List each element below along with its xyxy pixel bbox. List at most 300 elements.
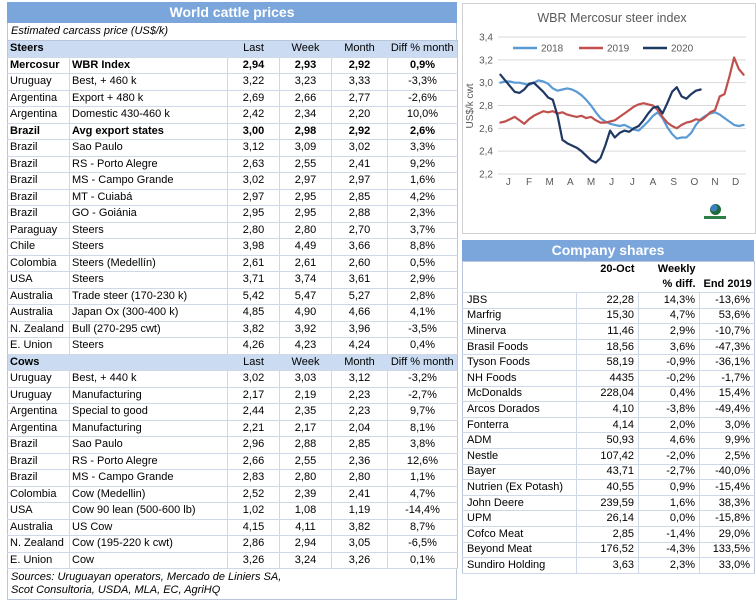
cell: End 2019: [700, 277, 755, 293]
cell: E. Union: [8, 552, 70, 569]
chart-title: WBR Mercosur steer index: [537, 11, 687, 25]
cell: MS - Campo Grande: [70, 470, 228, 487]
chart-canvas: [463, 4, 753, 231]
cell: -2,7%: [388, 387, 458, 404]
cell: 2,70: [332, 222, 388, 239]
company-shares-panel: [462, 240, 754, 574]
publisher-logo: [703, 204, 727, 219]
cell: 239,59: [577, 495, 639, 511]
table-row: [8, 222, 458, 239]
cell: 8,7%: [388, 519, 458, 536]
cell: -15,8%: [700, 511, 755, 527]
x-tick-label: M: [586, 177, 596, 188]
cell: Chile: [8, 239, 70, 256]
cell: 2,41: [332, 156, 388, 173]
legend-label-2020: 2020: [671, 43, 694, 55]
cell: Argentina: [8, 107, 70, 124]
cell: Brazil: [8, 189, 70, 206]
table-row: [8, 503, 458, 520]
cell: 12,6%: [388, 453, 458, 470]
table-row: [8, 404, 458, 421]
cell: Cow (195-220 k cwt): [70, 536, 228, 553]
shares-header-row: [463, 277, 755, 293]
cell: 10,0%: [388, 107, 458, 124]
cell: 2,3%: [639, 558, 700, 574]
cell: 11,46: [577, 324, 639, 340]
cell: 4,6%: [639, 433, 700, 449]
cell: 14,3%: [639, 293, 700, 309]
section-header-row: [8, 41, 458, 58]
cell: -3,3%: [388, 74, 458, 91]
sources-line: Scot Consultoria, USDA, MLA, EC, AgriHQ: [11, 584, 221, 596]
table-row: [8, 90, 458, 107]
cell: 2,61: [228, 255, 280, 272]
table-row: [8, 338, 458, 355]
y-tick-label: 2,4: [479, 146, 493, 158]
cell: 2,63: [228, 156, 280, 173]
cell: Colombia: [8, 486, 70, 503]
cell: 50,93: [577, 433, 639, 449]
cell: 3,03: [280, 371, 332, 388]
cell: Manufacturing: [70, 387, 228, 404]
cell: 107,42: [577, 448, 639, 464]
company-shares-table: [462, 261, 755, 574]
table-row: [463, 355, 755, 371]
globe-icon: [710, 204, 721, 215]
cell: 3,3%: [388, 140, 458, 157]
cell: Beyond Meat: [463, 542, 577, 558]
cell: 3,96: [332, 321, 388, 338]
table-row: [463, 417, 755, 433]
cell: Cow: [70, 552, 228, 569]
cell: -1,7%: [700, 370, 755, 386]
cell: 2,20: [332, 107, 388, 124]
table-row: [8, 272, 458, 289]
x-tick-label: A: [649, 177, 657, 188]
cell: 2,80: [280, 222, 332, 239]
cell: 2,69: [228, 90, 280, 107]
cell: Tyson Foods: [463, 355, 577, 371]
cell: Australia: [8, 288, 70, 305]
cell: -6,5%: [388, 536, 458, 553]
cell: 4,85: [228, 305, 280, 322]
cell: 2,60: [332, 255, 388, 272]
cell: 3,63: [577, 558, 639, 574]
table-row: [463, 558, 755, 574]
cell: Month: [332, 41, 388, 58]
cell: Week: [280, 41, 332, 58]
table-row: [463, 433, 755, 449]
cell: 3,6%: [639, 339, 700, 355]
cell: Argentina: [8, 90, 70, 107]
cell: 1,08: [280, 503, 332, 520]
cell: RS - Porto Alegre: [70, 453, 228, 470]
cell: -2,0%: [639, 448, 700, 464]
x-tick-label: J: [505, 177, 511, 188]
cell: Last: [228, 354, 280, 371]
table-row: [8, 321, 458, 338]
cell: [577, 277, 639, 293]
cell: Steers: [70, 239, 228, 256]
cell: 4435: [577, 370, 639, 386]
x-tick-label: F: [525, 177, 533, 188]
series-line-2018: [500, 80, 743, 138]
cell: 3,8%: [388, 437, 458, 454]
y-tick-label: 3,2: [479, 55, 493, 67]
cell: MS - Campo Grande: [70, 173, 228, 190]
steer-index-chart: [462, 3, 756, 234]
cell: Paraguay: [8, 222, 70, 239]
table-row: [463, 324, 755, 340]
table-row: [463, 339, 755, 355]
cell: 2,92: [332, 123, 388, 140]
cell: Australia: [8, 519, 70, 536]
y-tick-label: 3,4: [479, 32, 493, 44]
table-row: [8, 288, 458, 305]
x-tick-label: M: [545, 177, 554, 188]
cell: 4,7%: [388, 486, 458, 503]
cell: 2,92: [332, 57, 388, 74]
cell: 20-Oct: [600, 263, 635, 275]
cell: 2,6%: [388, 123, 458, 140]
table-row: [8, 206, 458, 223]
cell: 5,42: [228, 288, 280, 305]
legend-label-2018: 2018: [541, 43, 564, 55]
shares-header-row: [463, 262, 755, 278]
table-row: [463, 464, 755, 480]
cell: Japan Ox (300-400 k): [70, 305, 228, 322]
cell: [463, 262, 577, 278]
table-row: [8, 552, 458, 569]
cattle-prices-table-body: [8, 41, 458, 569]
cell: 2,98: [280, 123, 332, 140]
cell: McDonalds: [463, 386, 577, 402]
table-row: [8, 255, 458, 272]
table-row: [8, 123, 458, 140]
cell: 2,94: [280, 536, 332, 553]
cell: 15,30: [577, 308, 639, 324]
cell: 3,33: [332, 74, 388, 91]
cell: 3,02: [228, 371, 280, 388]
cell: 1,02: [228, 503, 280, 520]
cell: 2,41: [332, 486, 388, 503]
cell: 9,2%: [388, 156, 458, 173]
cell: E. Union: [8, 338, 70, 355]
cell: 3,26: [228, 552, 280, 569]
cell: Australia: [8, 305, 70, 322]
cell: 2,95: [228, 206, 280, 223]
cell: 3,23: [280, 74, 332, 91]
cell: Nestle: [463, 448, 577, 464]
cell: Export + 480 k: [70, 90, 228, 107]
table-row: [463, 293, 755, 309]
cell: 2,66: [228, 453, 280, 470]
cell: Manufacturing: [70, 420, 228, 437]
cell: Brazil: [8, 453, 70, 470]
table-row: [463, 526, 755, 542]
cell: 2,93: [280, 57, 332, 74]
cell: N. Zealand: [8, 321, 70, 338]
cell: -36,1%: [700, 355, 755, 371]
cell: 2,17: [280, 420, 332, 437]
cell: 2,52: [228, 486, 280, 503]
table-row: [8, 156, 458, 173]
cell: UPM: [463, 511, 577, 527]
cell: Cow (Medellin): [70, 486, 228, 503]
cell: Mercosur: [8, 57, 70, 74]
cell: 3,09: [280, 140, 332, 157]
cell: USA: [8, 503, 70, 520]
cell: 2,80: [280, 470, 332, 487]
cell: Bayer: [463, 464, 577, 480]
cell: 2,17: [228, 387, 280, 404]
x-tick-label: A: [566, 177, 574, 188]
cell: Brazil: [8, 173, 70, 190]
table-row: [463, 402, 755, 418]
cell: 3,0%: [700, 417, 755, 433]
cell: 2,04: [332, 420, 388, 437]
cell: 2,77: [332, 90, 388, 107]
cell: 2,94: [228, 57, 280, 74]
cell: 2,66: [280, 90, 332, 107]
cell: Marfrig: [463, 308, 577, 324]
cell: 3,12: [228, 140, 280, 157]
cell: 3,24: [280, 552, 332, 569]
table-row: [8, 239, 458, 256]
cell: Uruguay: [8, 74, 70, 91]
cell: 2,44: [228, 404, 280, 421]
cell: -13,6%: [700, 293, 755, 309]
cell: 2,23: [332, 404, 388, 421]
cell: 228,04: [577, 386, 639, 402]
cell: 2,9%: [639, 324, 700, 340]
cell: 2,86: [228, 536, 280, 553]
cell: 18,56: [577, 339, 639, 355]
cell: 4,24: [332, 338, 388, 355]
cell: 2,21: [228, 420, 280, 437]
cell: 2,9%: [388, 272, 458, 289]
cell: 5,27: [332, 288, 388, 305]
cell: -47,3%: [700, 339, 755, 355]
y-axis-title: US$/k cwt: [465, 83, 476, 129]
cell: 2,19: [280, 387, 332, 404]
table-row: [8, 57, 458, 74]
cell: -0,2%: [639, 370, 700, 386]
cell: USA: [8, 272, 70, 289]
cell: 2,85: [577, 526, 639, 542]
cell: 2,97: [228, 189, 280, 206]
table-row: [463, 542, 755, 558]
cell: US Cow: [70, 519, 228, 536]
cell: 2,35: [280, 404, 332, 421]
cell: 0,0%: [639, 511, 700, 527]
cell: [700, 262, 755, 278]
table-row: [8, 470, 458, 487]
table-row: [8, 437, 458, 454]
cell: 3,66: [332, 239, 388, 256]
cell: Last: [228, 41, 280, 58]
cell: 3,02: [332, 140, 388, 157]
sources-line: Sources: Uruguayan operators, Mercado de Liniers SA,: [11, 571, 282, 583]
cell: Colombia: [8, 255, 70, 272]
cell: -3,2%: [388, 371, 458, 388]
cell: Brazil: [8, 140, 70, 157]
cell: 29,0%: [700, 526, 755, 542]
cell: 38,3%: [700, 495, 755, 511]
cell: 176,52: [577, 542, 639, 558]
cell: 2,36: [332, 453, 388, 470]
cell: 2,83: [228, 470, 280, 487]
cell: 4,10: [577, 402, 639, 418]
cell: Brasil Foods: [463, 339, 577, 355]
cell: 2,97: [332, 173, 388, 190]
cell: 3,61: [332, 272, 388, 289]
cell: 2,80: [228, 222, 280, 239]
legend-label-2019: 2019: [607, 43, 630, 55]
cell: 2,95: [280, 206, 332, 223]
y-tick-label: 2,2: [479, 169, 493, 181]
cell: MT - Cuiabá: [70, 189, 228, 206]
cell: 9,7%: [388, 404, 458, 421]
cell: Weekly: [657, 263, 696, 275]
cell: 0,9%: [388, 57, 458, 74]
cell: 2,85: [332, 437, 388, 454]
logo-wordmark: [704, 216, 726, 219]
table-row: [463, 370, 755, 386]
cell: -2,6%: [388, 90, 458, 107]
cell: Sao Paulo: [70, 437, 228, 454]
cell: GO - Goiánia: [70, 206, 228, 223]
cell: % diff.: [639, 277, 700, 293]
cell: 2,95: [280, 189, 332, 206]
cell: 2,39: [280, 486, 332, 503]
x-tick-label: O: [690, 177, 699, 188]
table-row: [463, 448, 755, 464]
cell: Diff % month: [388, 354, 458, 371]
cell: 3,71: [228, 272, 280, 289]
x-tick-label: J: [629, 177, 635, 188]
cell: Brazil: [8, 123, 70, 140]
cell: 4,11: [280, 519, 332, 536]
cell: 4,7%: [639, 308, 700, 324]
table-row: [8, 173, 458, 190]
cell: 4,23: [280, 338, 332, 355]
cell: Nutrien (Ex Potash): [463, 480, 577, 496]
cell: 2,80: [332, 470, 388, 487]
company-shares-title: Company shares: [462, 240, 754, 261]
cell: 5,47: [280, 288, 332, 305]
table-row: [463, 511, 755, 527]
cell: Steers (Medellín): [70, 255, 228, 272]
table-row: [8, 189, 458, 206]
cell: Avg export states: [70, 123, 228, 140]
cell: Bull (270-295 cwt): [70, 321, 228, 338]
cell: 33,0%: [700, 558, 755, 574]
cell: -3,5%: [388, 321, 458, 338]
cell: 4,2%: [388, 189, 458, 206]
cattle-prices-table: [7, 40, 458, 569]
cell: 3,12: [332, 371, 388, 388]
table-row: [463, 495, 755, 511]
cell: 3,98: [228, 239, 280, 256]
cell: Sao Paulo: [70, 140, 228, 157]
cell: Argentina: [8, 404, 70, 421]
cell: 3,00: [228, 123, 280, 140]
cell: 2,3%: [388, 206, 458, 223]
cell: -1,4%: [639, 526, 700, 542]
cell: 43,71: [577, 464, 639, 480]
cell: [70, 41, 228, 58]
table-row: [8, 453, 458, 470]
cell: 1,1%: [388, 470, 458, 487]
cell: Argentina: [8, 420, 70, 437]
cell: Steers: [70, 222, 228, 239]
cell: 1,19: [332, 503, 388, 520]
cell: 2,85: [332, 189, 388, 206]
company-shares-table-body: [463, 262, 755, 574]
cell: 4,14: [577, 417, 639, 433]
cell: 0,1%: [388, 552, 458, 569]
cell: Best, + 440 k: [70, 371, 228, 388]
cell: 22,28: [577, 293, 639, 309]
cell: 2,88: [332, 206, 388, 223]
cell: John Deere: [463, 495, 577, 511]
cell: 3,82: [228, 321, 280, 338]
table-row: [463, 308, 755, 324]
cell: ADM: [463, 433, 577, 449]
cell: 4,90: [280, 305, 332, 322]
cell: -3,8%: [639, 402, 700, 418]
cell: 26,14: [577, 511, 639, 527]
cell: Fonterra: [463, 417, 577, 433]
cell: 40,55: [577, 480, 639, 496]
cell: Arcos Dorados: [463, 402, 577, 418]
table-row: [463, 386, 755, 402]
cell: WBR Index: [70, 57, 228, 74]
x-tick-label: N: [711, 177, 719, 188]
table-row: [8, 107, 458, 124]
cell: 4,26: [228, 338, 280, 355]
cell: Uruguay: [8, 371, 70, 388]
cell: 133,5%: [700, 542, 755, 558]
cell: -15,4%: [700, 480, 755, 496]
cell: -10,7%: [700, 324, 755, 340]
section-header-row: [8, 354, 458, 371]
cell: -14,4%: [388, 503, 458, 520]
y-tick-label: 2,6: [479, 123, 493, 135]
cell: Minerva: [463, 324, 577, 340]
cell: Uruguay: [8, 387, 70, 404]
cell: 8,1%: [388, 420, 458, 437]
cell: JBS: [463, 293, 577, 309]
cell: 2,96: [228, 437, 280, 454]
table-row: [8, 420, 458, 437]
cell: RS - Porto Alegre: [70, 156, 228, 173]
cell: Month: [332, 354, 388, 371]
x-tick-label: J: [609, 177, 615, 188]
cell: 3,22: [228, 74, 280, 91]
cell: 0,4%: [639, 386, 700, 402]
panel-subtitle: Estimated carcass price (US$/k): [7, 23, 457, 40]
cell: 0,5%: [388, 255, 458, 272]
cell: Brazil: [8, 206, 70, 223]
cell: -40,0%: [700, 464, 755, 480]
cell: Steers: [70, 272, 228, 289]
table-row: [8, 519, 458, 536]
cell: N. Zealand: [8, 536, 70, 553]
x-tick-label: D: [732, 177, 740, 188]
cell: 4,66: [332, 305, 388, 322]
